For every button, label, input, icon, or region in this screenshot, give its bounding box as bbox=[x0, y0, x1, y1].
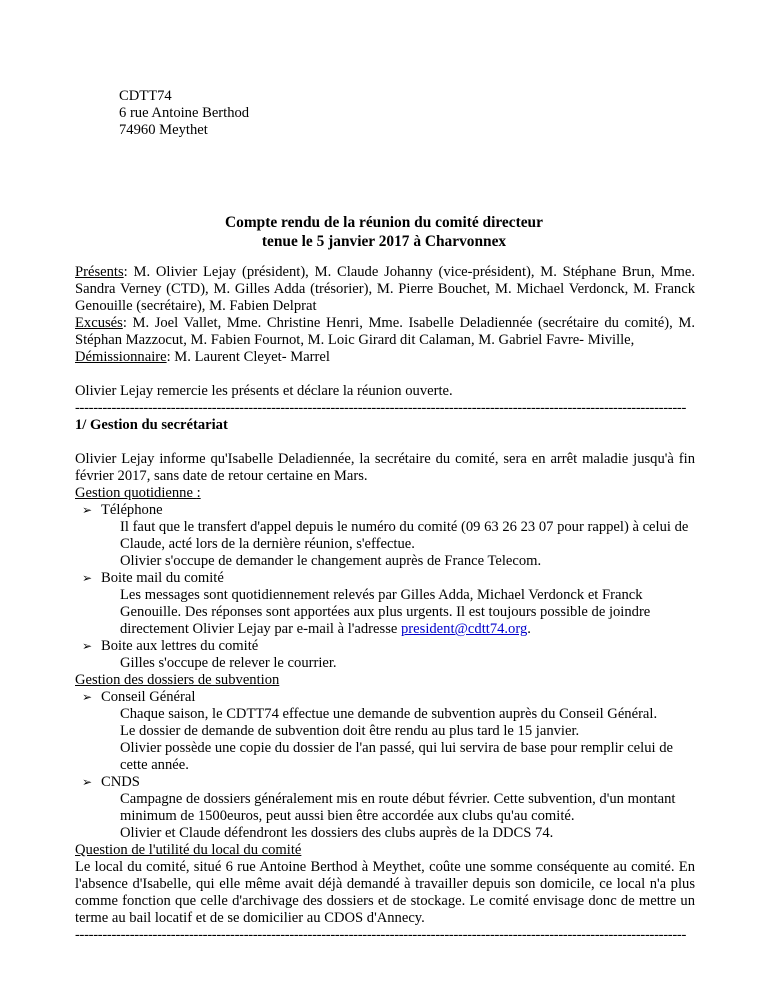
telephone-text: Il faut que le transfert d'appel depuis le numéro du comité (09 63 26 23 07 pour rappel) à celui de Claude, acté lors de la dernière réunion, s'effectue. bbox=[120, 519, 689, 552]
excuses-label: Excusés bbox=[75, 315, 123, 331]
mail-text: Les messages sont quotidiennement relevés par Gilles Adda, Michael Verdonck et Franck Genouille. Des réponses sont apportées aux plus urgents. Il est toujours possible de joindre directement Olivier Lejay par e-mail à l'adresse president@cdtt74.org. bbox=[120, 587, 651, 637]
arrow-bullet-icon: ➢ bbox=[82, 690, 93, 704]
list-item-cnds: ➢ CNDS bbox=[82, 774, 140, 790]
conseil-text-1: Chaque saison, le CDTT74 effectue une demande de subvention auprès du Conseil Général. bbox=[120, 706, 658, 722]
address-street: 6 rue Antoine Berthod bbox=[119, 105, 250, 121]
address-org: CDTT74 bbox=[119, 88, 172, 104]
demission-paragraph bbox=[75, 349, 695, 366]
presents-label: Présents bbox=[75, 264, 124, 280]
list-item-conseil: ➢ Conseil Général bbox=[82, 689, 196, 705]
document-body bbox=[75, 264, 695, 944]
subvention-heading: Gestion des dossiers de subvention bbox=[75, 672, 280, 688]
opening-text: Olivier Lejay remercie les présents et déclare la réunion ouverte. bbox=[75, 383, 453, 399]
arrow-bullet-icon: ➢ bbox=[82, 639, 93, 653]
separator-line: -------------------------------------------------------------------------------------------------------------------------------------- bbox=[75, 400, 687, 416]
excuses-text: : M. Joel Vallet, Mme. Christine Henri, Mme. Isabelle Deladiennée (secrétaire du comité), M. Stéphan Mazzocut, M. Fabien Fournot, M. Loic Girard dit Calaman, M. Gabriel Favre- Miville, bbox=[75, 315, 695, 348]
title-line-1: Compte rendu de la réunion du comité directeur bbox=[225, 214, 543, 231]
lettres-text: Gilles s'occupe de relever le courrier. bbox=[120, 655, 337, 671]
presents-paragraph bbox=[75, 264, 695, 315]
address-city: 74960 Meythet bbox=[119, 122, 208, 138]
local-heading: Question de l'utilité du local du comité bbox=[75, 842, 302, 858]
arrow-bullet-icon: ➢ bbox=[82, 775, 93, 789]
list-item-telephone: ➢ Téléphone bbox=[82, 502, 163, 518]
sender-address bbox=[119, 88, 519, 139]
arrow-bullet-icon: ➢ bbox=[82, 571, 93, 585]
conseil-text-2: Le dossier de demande de subvention doit être rendu au plus tard le 15 janvier. bbox=[120, 723, 580, 739]
list-item-lettres: ➢ Boite aux lettres du comité bbox=[82, 638, 259, 654]
excuses-paragraph bbox=[75, 315, 695, 349]
title-line-2: tenue le 5 janvier 2017 à Charvonnex bbox=[261, 233, 507, 250]
section-intro: Olivier Lejay informe qu'Isabelle Deladiennée, la secrétaire du comité, sera en arrêt maladie jusqu'à fin février 2017, sans date de retour certaine en Mars. bbox=[75, 451, 695, 484]
email-link[interactable]: president@cdtt74.org bbox=[401, 621, 528, 637]
cnds-text-1: Campagne de dossiers généralement mis en route début février. Cette subvention, d'un montant minimum de 1500euros, peut aussi bien être accordée aux clubs qu'au comité. bbox=[120, 791, 676, 824]
separator-line-bottom: -------------------------------------------------------------------------------------------------------------------------------------- bbox=[75, 927, 687, 943]
list-item-mail: ➢ Boite mail du comité bbox=[82, 570, 224, 586]
gestion-quotidienne-heading: Gestion quotidienne : bbox=[75, 485, 201, 501]
conseil-text-3: Olivier possède une copie du dossier de l'an passé, qui lui servira de base pour remplir celui de cette année. bbox=[120, 740, 673, 773]
telephone-text-2: Olivier s'occupe de demander le changement auprès de France Telecom. bbox=[120, 553, 542, 569]
local-text: Le local du comité, situé 6 rue Antoine Berthod à Meythet, coûte une somme conséquente au comité. En l'absence d'Isabelle, qui elle même avait déjà demandé à travailler depuis son domicile, ce local n'a plus comme fonction que celle d'archivage des dossiers et de stockage. Le comité envisage donc de mettre un terme au bail locatif et de se domicilier au CDOS d'Annecy. bbox=[75, 859, 695, 926]
section-heading: 1/ Gestion du secrétariat bbox=[75, 417, 228, 433]
demission-text: : M. Laurent Cleyet- Marrel bbox=[166, 349, 330, 365]
arrow-bullet-icon: ➢ bbox=[82, 503, 93, 517]
presents-text: : M. Olivier Lejay (président), M. Claude Johanny (vice-président), M. Stéphane Brun, Mme. Sandra Verney (CTD), M. Gilles Adda (trésorier), M. Pierre Bouchet, M. Michael Verdonck, M. Franck Genouille (secrétaire), M. Fabien Delprat bbox=[75, 264, 695, 314]
page-title bbox=[75, 213, 693, 251]
cnds-text-2: Olivier et Claude défendront les dossiers des clubs auprès de la DDCS 74. bbox=[120, 825, 554, 841]
demission-label: Démissionnaire bbox=[75, 349, 167, 365]
